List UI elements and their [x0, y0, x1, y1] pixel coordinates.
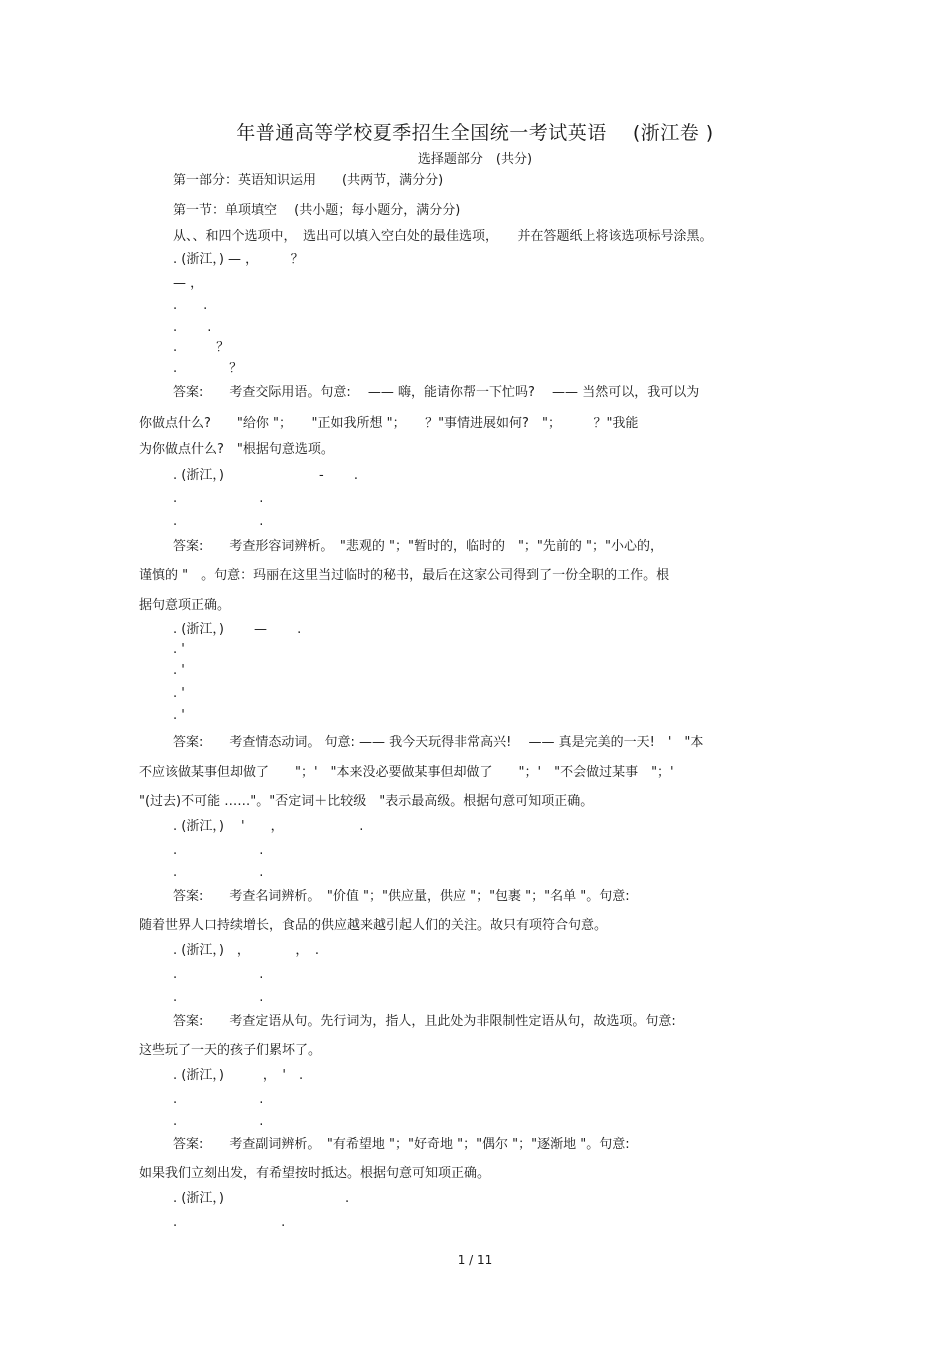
- text-line: . .: [173, 865, 264, 880]
- text-line: . (浙江，) ' ， .: [173, 819, 364, 834]
- text-line: 第一部分：英语知识运用 (共两节，满分分): [173, 173, 444, 188]
- text-line: . .: [173, 298, 208, 313]
- text-line: 答案: 考查副词辨析。 "有希望地 "；"好奇地 "；"偶尔 "；"逐渐地 "。句意:: [173, 1137, 630, 1152]
- text-line: . ？: [173, 361, 243, 376]
- text-line: . .: [173, 1114, 264, 1129]
- text-line: . (浙江，) — ， ？: [173, 252, 304, 267]
- text-line: . ': [173, 708, 185, 723]
- text-line: . .: [173, 491, 264, 506]
- text-line: 据句意项正确。: [139, 598, 231, 613]
- text-line: . .: [173, 967, 264, 982]
- text-line: . (浙江，) ， ， .: [173, 943, 320, 958]
- page-number: 1 / 11: [457, 1253, 493, 1267]
- text-line: . (浙江，) - .: [173, 468, 358, 483]
- text-line: . (浙江，) ， ' .: [173, 1068, 304, 1083]
- text-line: . ？: [173, 340, 230, 355]
- section-subtitle: 选择题部分 (共分): [417, 152, 533, 167]
- text-line: 答案: 考查名词辨析。 "价值 "；"供应量，供应 "；"包裹 "；"名单 "。句意:: [173, 889, 630, 904]
- text-line: . ': [173, 686, 185, 701]
- text-line: 答案: 考查形容词辨析。 "悲观的 "；"暂时的，临时的 "；"先前的 "；"小心的，: [173, 539, 664, 554]
- text-line: 这些玩了一天的孩子们累坏了。: [139, 1043, 322, 1058]
- text-line: 你做点什么? "给你 "； "正如我所想 "； ？"事情进展如何? "； ？"我能: [139, 416, 639, 431]
- text-line: . (浙江，) .: [173, 1191, 350, 1206]
- text-line: . .: [173, 320, 212, 335]
- text-line: . .: [173, 514, 264, 529]
- text-line: . .: [173, 843, 264, 858]
- text-line: 为你做点什么? "根据句意选项。: [139, 442, 334, 457]
- text-line: 答案: 考查交际用语。句意: —— 嗨，能请你帮一下忙吗? —— 当然可以，我可以为: [173, 385, 700, 400]
- text-line: 答案: 考查情态动词。 句意: —— 我今天玩得非常高兴! —— 真是完美的一天! ' "本: [173, 735, 704, 750]
- text-line: "(过去)不可能 ……"。"否定词＋比较级 "表示最高级。根据句意可知项正确。: [139, 794, 594, 809]
- text-line: 从、、和四个选项中， 选出可以填入空白处的最佳选项， 并在答题纸上将该选项标号涂黑。: [173, 229, 713, 244]
- text-line: 第一节：单项填空 (共小题；每小题分，满分分): [173, 203, 461, 218]
- text-line: . .: [173, 990, 264, 1005]
- text-line: . .: [173, 1092, 264, 1107]
- text-line: 不应该做某事但却做了 "；' "本来没必要做某事但却做了 "；' "不会做过某事 "；': [139, 765, 674, 780]
- text-line: 答案: 考查定语从句。先行词为，指人，且此处为非限制性定语从句，故选项。句意:: [173, 1014, 676, 1029]
- text-line: . .: [173, 1215, 286, 1230]
- text-line: 如果我们立刻出发，有希望按时抵达。根据句意可知项正确。: [139, 1166, 491, 1181]
- text-line: . ': [173, 663, 185, 678]
- text-line: 随着世界人口持续增长，食品的供应越来越引起人们的关注。故只有项符合句意。: [139, 918, 608, 933]
- text-line: . ': [173, 642, 185, 657]
- document-title: 年普通高等学校夏季招生全国统一考试英语 (浙江卷 ): [236, 122, 714, 144]
- text-line: — ，: [173, 276, 204, 291]
- text-line: 谨慎的 " 。句意：玛丽在这里当过临时的秘书，最后在这家公司得到了一份全职的工作。根: [139, 568, 670, 583]
- text-line: . (浙江，) — .: [173, 622, 302, 637]
